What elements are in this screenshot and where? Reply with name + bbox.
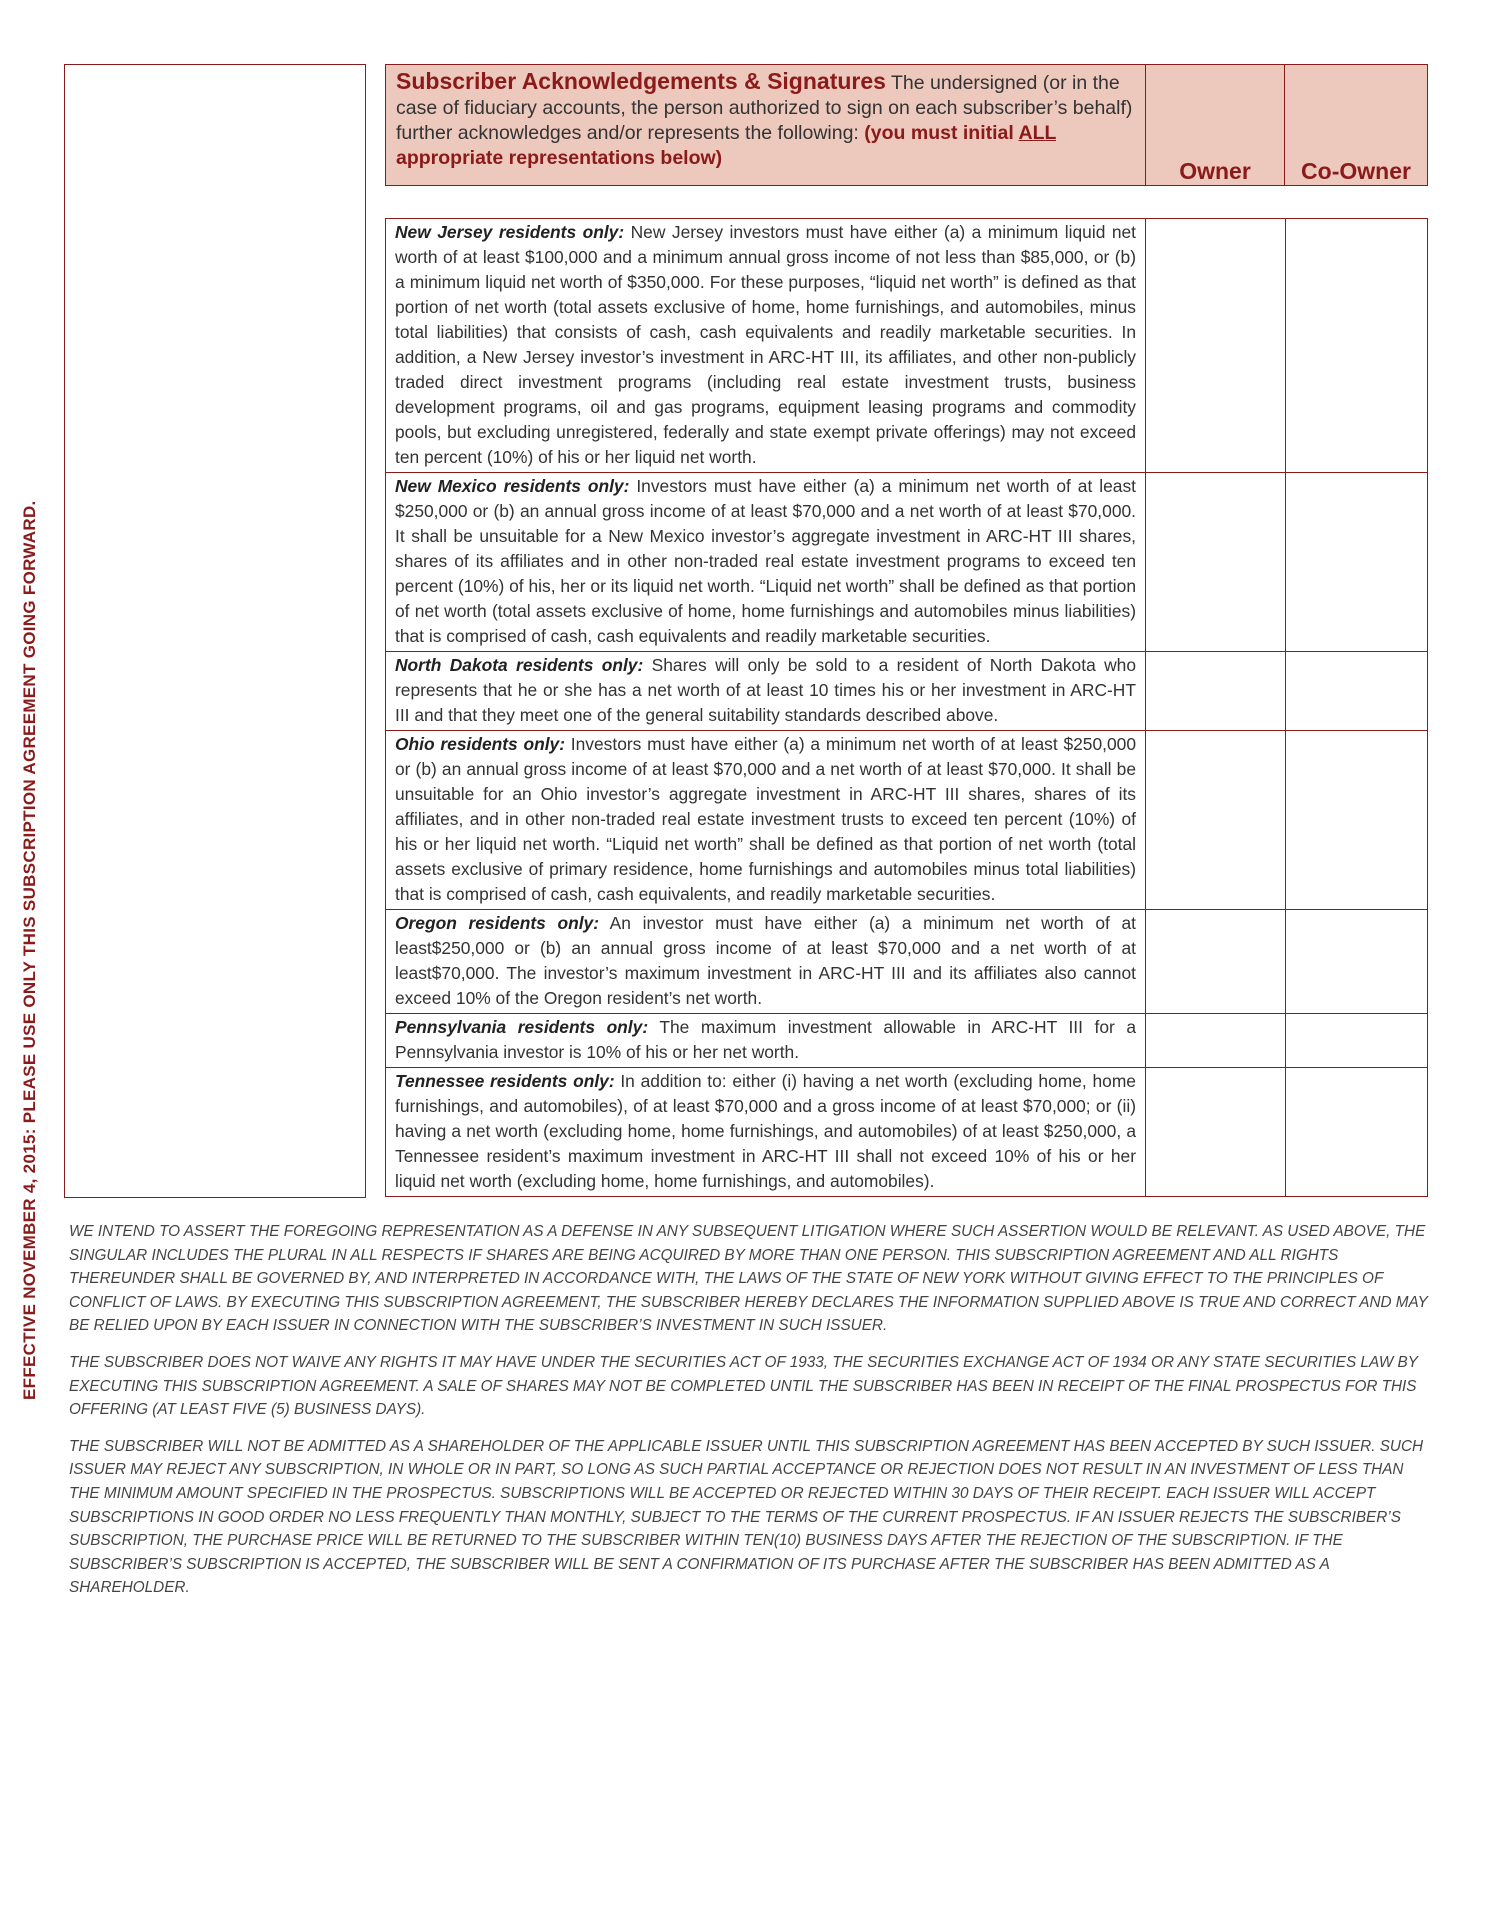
state-label: New Jersey residents only:	[395, 222, 625, 242]
representation-body: The maximum investment allowable in ARC-HT III for a Pennsylvania investor is 10% of his or her net worth.	[395, 1017, 1136, 1062]
table-row	[386, 1014, 1428, 1068]
owner-initial-field[interactable]	[1146, 1014, 1286, 1068]
representation-text	[386, 1014, 1146, 1068]
header-instruction-prefix: (you must initial	[864, 122, 1019, 144]
owner-initial-field[interactable]	[1146, 910, 1286, 1014]
representation-body: New Jersey investors must have either (a) a minimum liquid net worth of at least $100,000 and a minimum annual gross income of not less than $85,000, or (b) a minimum liquid net worth of $350,000. For these purposes, “liquid net worth” is defined as that portion of net worth (total assets exclusive of home, home furnishings, and automobiles, minus total liabilities) that consists of cash, cash equivalents and readily marketable securities. In addition, a New Jersey investor’s investment in ARC-HT III, its affiliates, and other non-publicly traded direct investment programs (including real estate investment trusts, business development programs, oil and gas programs, equipment leasing programs and commodity pools, but excluding unregistered, federally and state exempt private offerings) may not exceed ten percent (10%) of his or her liquid net worth.	[395, 222, 1137, 467]
representation-text	[386, 731, 1146, 910]
header-instruction-all: ALL	[1018, 122, 1057, 144]
table-row	[386, 219, 1428, 473]
coowner-column-header: Co-Owner	[1301, 158, 1411, 184]
coowner-initial-field[interactable]	[1286, 1014, 1428, 1068]
left-blank-panel	[64, 64, 366, 1198]
state-label: Pennsylvania residents only:	[395, 1017, 649, 1037]
coowner-initial-field[interactable]	[1286, 652, 1428, 731]
owner-initial-field[interactable]	[1146, 473, 1286, 652]
representation-text	[386, 652, 1146, 731]
state-label: North Dakota residents only:	[395, 655, 644, 675]
table-row	[386, 910, 1428, 1014]
coowner-initial-field[interactable]	[1286, 731, 1428, 910]
representation-text	[386, 219, 1146, 473]
header-instruction-suffix: appropriate representations below)	[396, 147, 723, 169]
representation-body: Shares will only be sold to a resident of North Dakota who represents that he or she has a net worth of at least 10 times his or her investment in ARC-HT III and that they meet one of the general suitability standards described above.	[395, 655, 1136, 725]
representation-body: An investor must have either (a) a minimum net worth of at least$250,000 or (b) an annual gross income of at least $70,000 and a net worth of at least$70,000. The investor’s maximum investment in ARC-HT III and its affiliates also cannot exceed 10% of the Oregon resident’s net worth.	[395, 913, 1136, 1008]
representation-text	[386, 910, 1146, 1014]
table-row	[386, 1068, 1428, 1197]
representation-text	[386, 1068, 1146, 1197]
owner-initial-field[interactable]	[1146, 219, 1286, 473]
owner-initial-field[interactable]	[1146, 1068, 1286, 1197]
disclaimer-paragraph: THE SUBSCRIBER DOES NOT WAIVE ANY RIGHTS IT MAY HAVE UNDER THE SECURITIES ACT OF 1933, THE SECURITIES EXCHANGE ACT OF 1934 OR ANY STATE SECURITIES LAW BY EXECUTING THIS SUBSCRIPTION AGREEMENT. A SALE OF SHARES MAY NOT BE COMPLETED UNTIL THE SUBSCRIBER HAS BEEN IN RECEIPT OF THE FINAL PROSPECTUS FOR THIS OFFERING (AT LEAST FIVE (5) BUSINESS DAYS).	[69, 1353, 1418, 1419]
disclaimer-paragraph: WE INTEND TO ASSERT THE FOREGOING REPRESENTATION AS A DEFENSE IN ANY SUBSEQUENT LITIGATION WHERE SUCH ASSERTION WOULD BE RELEVANT. AS USED ABOVE, THE SINGULAR INCLUDES THE PLURAL IN ALL RESPECTS IF SHARES ARE BEING ACQUIRED BY MORE THAN ONE PERSON. THIS SUBSCRIPTION AGREEMENT AND ALL RIGHTS THEREUNDER SHALL BE GOVERNED BY, AND INTERPRETED IN ACCORDANCE WITH, THE LAWS OF THE STATE OF NEW YORK WITHOUT GIVING EFFECT TO THE PRINCIPLES OF CONFLICT OF LAWS. BY EXECUTING THIS SUBSCRIPTION AGREEMENT, THE SUBSCRIBER HEREBY DECLARES THE INFORMATION SUPPLIED ABOVE IS TRUE AND CORRECT AND MAY BE RELIED UPON BY EACH ISSUER IN CONNECTION WITH THE SUBSCRIBER’S INVESTMENT IN SUCH ISSUER.	[69, 1223, 1428, 1335]
owner-initial-field[interactable]	[1146, 731, 1286, 910]
representation-body: In addition to: either (i) having a net worth (excluding home, home furnishings, and automobiles), of at least $70,000 and a gross income of at least $70,000; or (ii) having a net worth (excluding home, home furnishings, and automobiles) of at least $250,000, a Tennessee resident’s maximum investment in ARC-HT III shall not exceed 10% of his or her liquid net worth (excluding home, home furnishings, and automobiles).	[395, 1071, 1136, 1191]
header-text	[386, 65, 1146, 185]
representation-text	[386, 473, 1146, 652]
coowner-initial-field[interactable]	[1286, 910, 1428, 1014]
owner-initial-field[interactable]	[1146, 652, 1286, 731]
state-representations-table	[385, 218, 1428, 1197]
legal-disclaimers	[69, 1220, 1434, 1613]
representation-body: Investors must have either (a) a minimum net worth of at least $250,000 or (b) an annual gross income of at least $70,000 and a net worth of at least $70,000. It shall be unsuitable for a New Mexico investor’s aggregate investment in ARC-HT III shares, shares of its affiliates and in other non-traded real estate investment programs to exceed ten percent (10%) of his, her or its liquid net worth. “Liquid net worth” shall be defined as that portion of net worth (total assets exclusive of home, home furnishings and automobiles minus liabilities) that is comprised of cash, cash equivalents and readily marketable securities.	[395, 476, 1136, 646]
header-intro: The undersigned (or in the case of fiduciary accounts, the person authorized to sign on each subscriber’s behalf) further acknowledges and/or represents the following:	[396, 72, 1133, 144]
state-label: Tennessee residents only:	[395, 1071, 615, 1091]
effective-date-side-note: EFFECTIVE NOVEMBER 4, 2015: PLEASE USE ONLY THIS SUBSCRIPTION AGREEMENT GOING FORWARD.	[20, 500, 39, 1400]
coowner-initial-field[interactable]	[1286, 473, 1428, 652]
owner-column-header: Owner	[1146, 65, 1285, 185]
table-row	[386, 652, 1428, 731]
representation-body: Investors must have either (a) a minimum net worth of at least $250,000 or (b) an annual gross income of at least $70,000 and a net worth of at least $70,000. It shall be unsuitable for an Ohio investor’s aggregate investment in ARC-HT III shares, shares of its affiliates, and in other non-traded real estate investment trusts to exceed ten percent (10%) of his or her liquid net worth. “Liquid net worth” shall be defined as that portion of net worth (total assets exclusive of primary residence, home furnishings and automobiles minus total liabilities) that is comprised of cash, cash equivalents, and readily marketable securities.	[395, 734, 1136, 904]
state-label: Oregon residents only:	[395, 913, 599, 933]
state-label: New Mexico residents only:	[395, 476, 630, 496]
table-row	[386, 473, 1428, 652]
section-title: Subscriber Acknowledgements & Signatures	[396, 68, 886, 94]
state-label: Ohio residents only:	[395, 734, 566, 754]
disclaimer-paragraph: THE SUBSCRIBER WILL NOT BE ADMITTED AS A SHAREHOLDER OF THE APPLICABLE ISSUER UNTIL THIS SUBSCRIPTION AGREEMENT HAS BEEN ACCEPTED BY SUCH ISSUER. SUCH ISSUER MAY REJECT ANY SUBSCRIPTION, IN WHOLE OR IN PART, SO LONG AS SUCH PARTIAL ACCEPTANCE OR REJECTION DOES NOT RESULT IN AN INVESTMENT OF LESS THAN THE MINIMUM AMOUNT SPECIFIED IN THE PROSPECTUS. SUBSCRIPTIONS WILL BE ACCEPTED OR REJECTED WITHIN 30 DAYS OF THEIR RECEIPT. EACH ISSUER WILL ACCEPT SUBSCRIPTIONS IN GOOD ORDER NO LESS FREQUENTLY THAN MONTHLY, SUBJECT TO THE TERMS OF THE CURRENT PROSPECTUS. IF AN ISSUER REJECTS THE SUBSCRIBER’S SUBSCRIPTION, THE PURCHASE PRICE WILL BE RETURNED TO THE SUBSCRIBER WITHIN TEN(10) BUSINESS DAYS AFTER THE REJECTION OF THE SUBSCRIPTION. IF THE SUBSCRIBER’S SUBSCRIPTION IS ACCEPTED, THE SUBSCRIBER WILL BE SENT A CONFIRMATION OF ITS PURCHASE AFTER THE SUBSCRIBER HAS BEEN ADMITTED AS A SHAREHOLDER.	[69, 1437, 1424, 1597]
acknowledgements-header	[385, 64, 1428, 186]
table-row	[386, 731, 1428, 910]
coowner-initial-field[interactable]	[1286, 1068, 1428, 1197]
coowner-initial-field[interactable]	[1286, 219, 1428, 473]
